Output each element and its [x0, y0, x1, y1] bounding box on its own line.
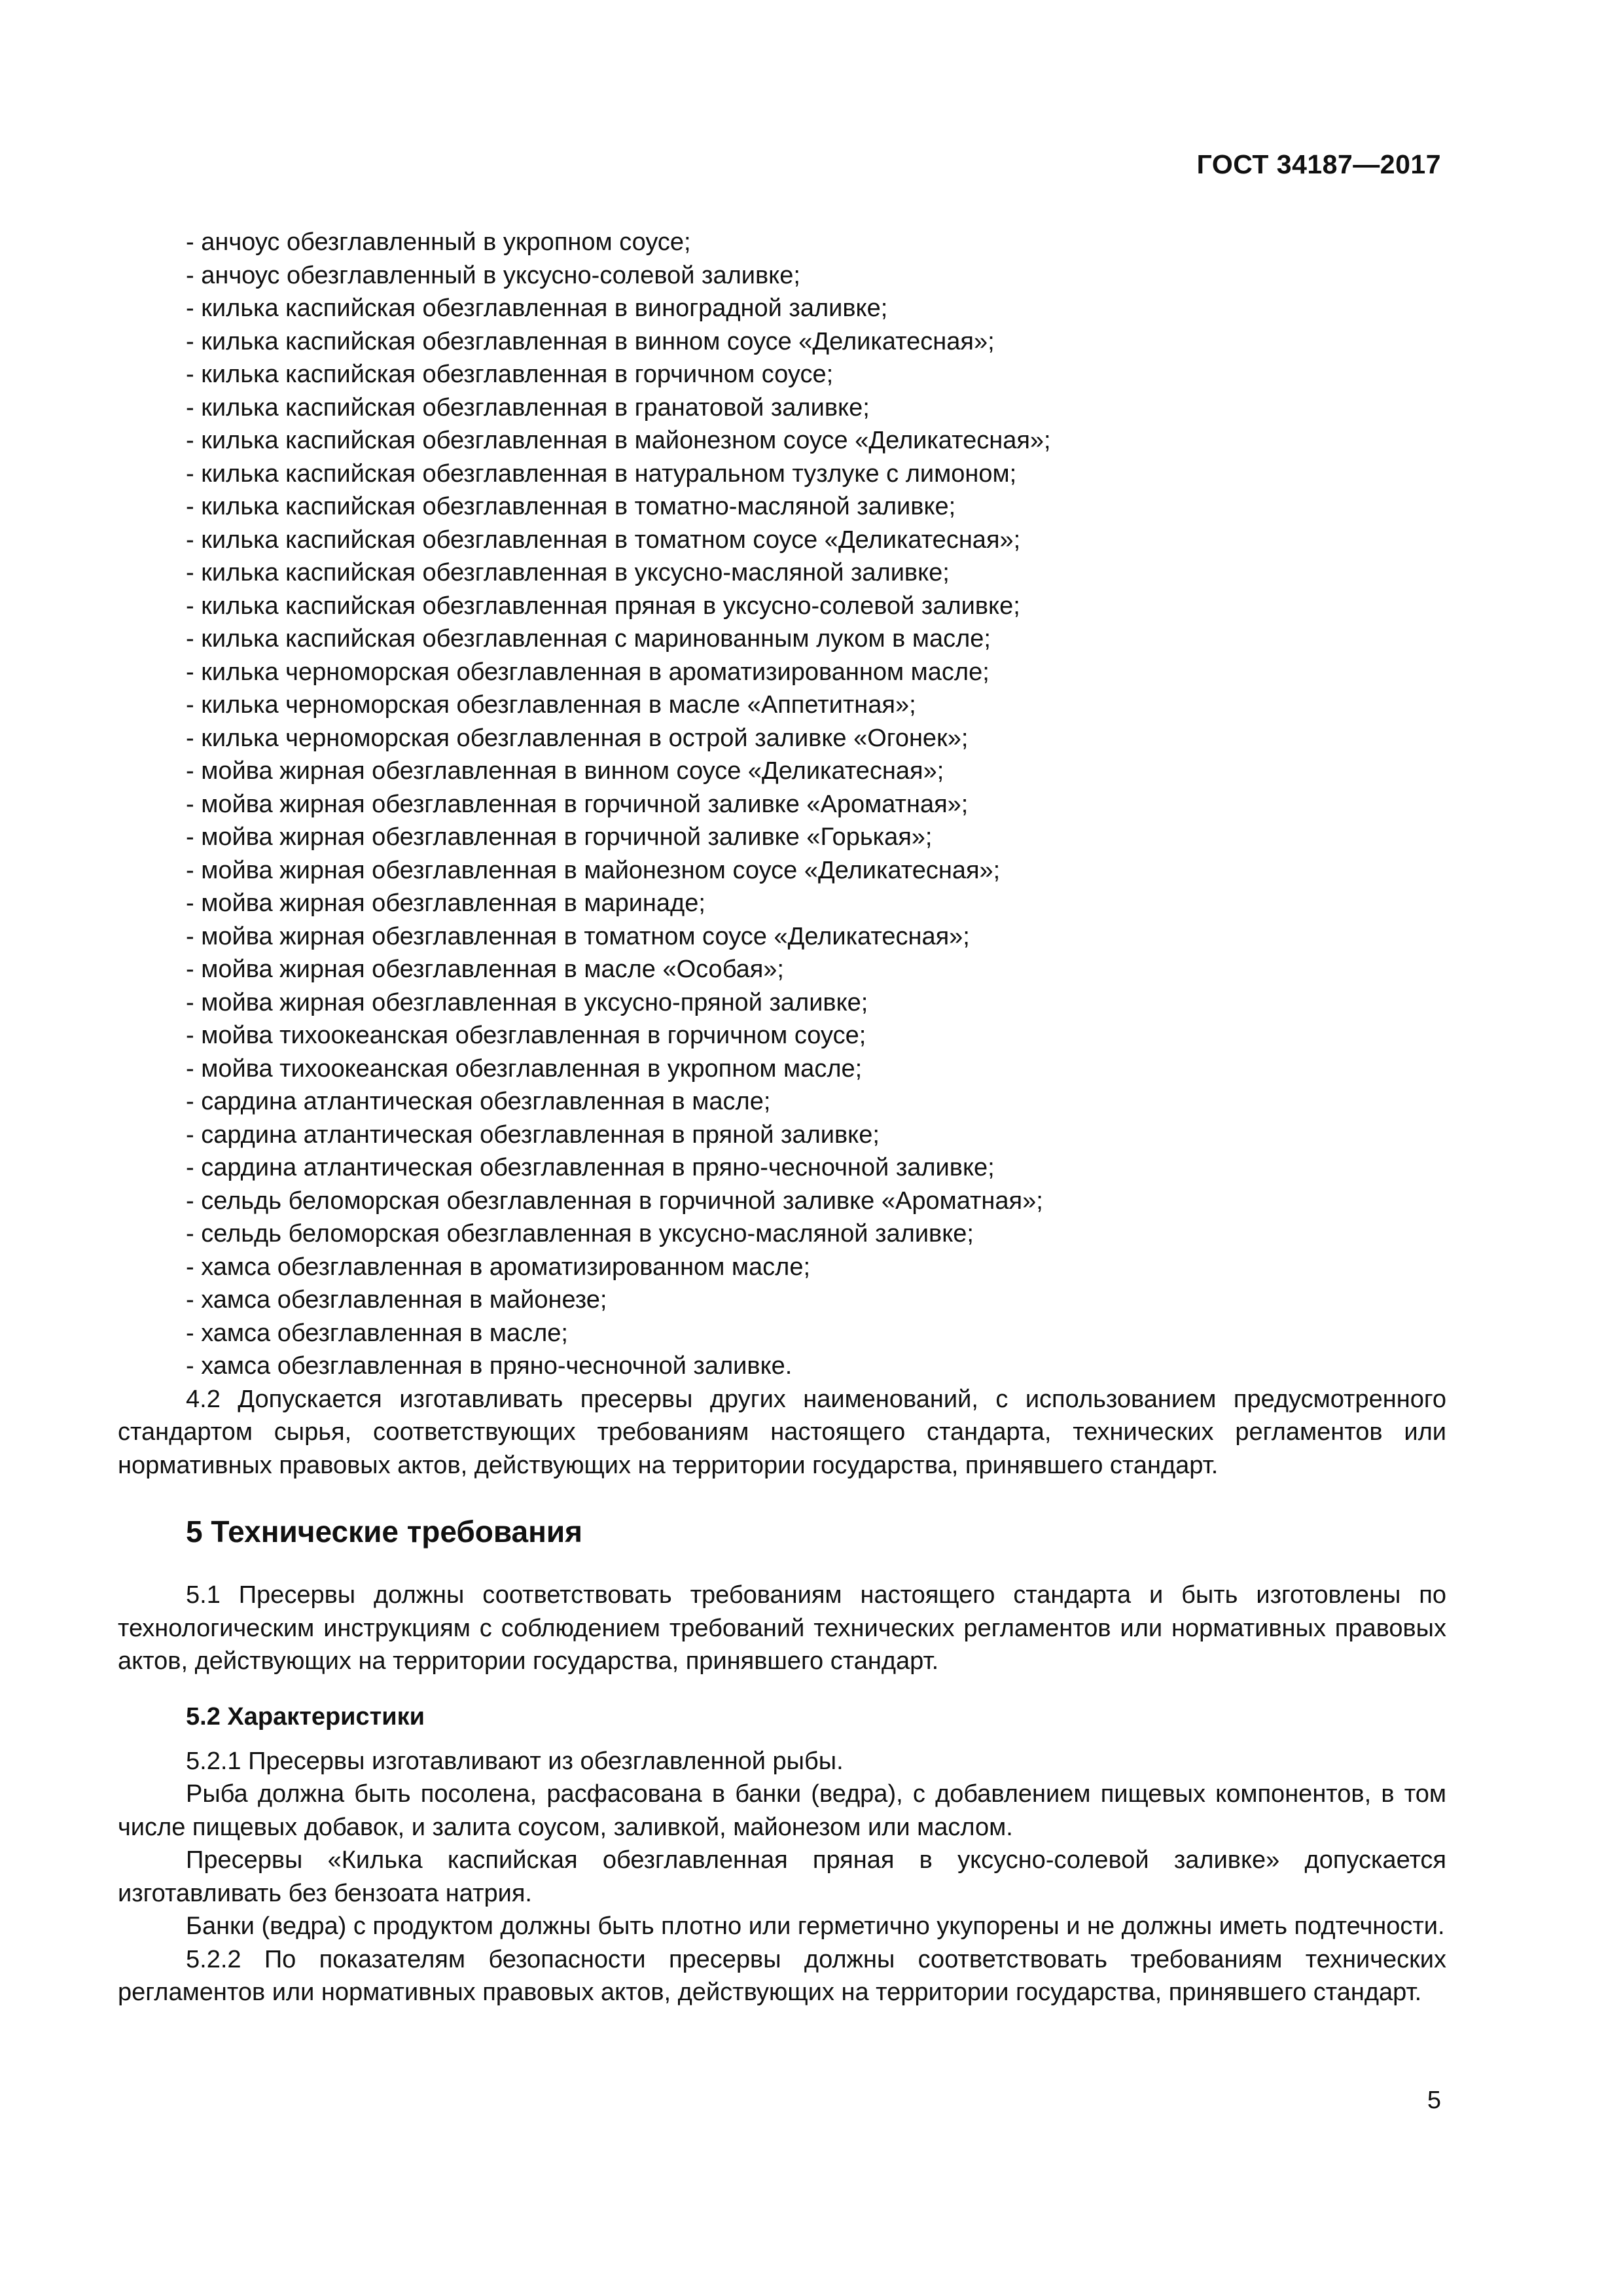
list-item: - мойва тихоокеанская обезглавленная в укропном масле; — [186, 1054, 863, 1083]
list-item: - мойва тихоокеанская обезглавленная в горчичном соусе; — [186, 1022, 866, 1049]
product-list — [118, 226, 1446, 1383]
list-item: - килька каспийская обезглавленная в горчичном соусе; — [186, 361, 834, 388]
list-item: - хамса обезглавленная в майонезе; — [186, 1286, 607, 1314]
list-item: - сельдь беломорская обезглавленная в уксусно-масляной заливке; — [186, 1220, 974, 1247]
list-item: - килька каспийская обезглавленная в майонезном соусе «Деликатесная»; — [186, 427, 1051, 454]
paragraph-fish-processing: Рыба должна быть посолена, расфасована в банки (ведра), с добавлением пищевых компонентов, в том числе пищевых добавок, и залита соусом, заливкой, майонезом или маслом. — [118, 1780, 1446, 1841]
list-item: - мойва жирная обезглавленная в горчичной заливке «Ароматная»; — [186, 790, 969, 818]
paragraph-4-2: 4.2 Допускается изготавливать пресервы других наименований, с использованием предусмотренного стандартом сырья, соответствующих требованиям настоящего стандарта, технических регламентов или нормативных правовых актов, действующих на территории государства, принявшего стандарт. — [118, 1385, 1446, 1479]
list-item: - мойва жирная обезглавленная в томатном соусе «Деликатесная»; — [186, 922, 970, 950]
list-item: - килька каспийская обезглавленная в уксусно-масляной заливке; — [186, 559, 950, 586]
list-item: - хамса обезглавленная в масле; — [186, 1319, 568, 1347]
paragraph-5-2-2: 5.2.2 По показателям безопасности пресервы должны соответствовать требованиям технических регламентов или нормативных правовых актов, действующих на территории государства, принявшего стандарт. — [118, 1945, 1446, 2006]
list-item: - килька каспийская обезглавленная пряная в уксусно-солевой заливке; — [186, 592, 1020, 620]
paragraph-5-2-1: 5.2.1 Пресервы изготавливают из обезглавленной рыбы. — [186, 1747, 844, 1775]
list-item: - килька каспийская обезглавленная в томатно-масляной заливке; — [186, 493, 956, 520]
list-item: - килька каспийская обезглавленная с маринованным луком в масле; — [186, 625, 991, 653]
list-item: - хамса обезглавленная в пряно-чесночной заливке. — [186, 1352, 793, 1380]
list-item: - мойва жирная обезглавленная в масле «Особая»; — [186, 956, 784, 983]
list-item: - сардина атлантическая обезглавленная в пряно-чесночной заливке; — [186, 1154, 995, 1181]
paragraph-cans-sealing: Банки (ведра) с продуктом должны быть плотно или герметично укупорены и не должны иметь подтечности. — [186, 1912, 1445, 1940]
list-item: - мойва жирная обезглавленная в винном соусе «Деликатесная»; — [186, 757, 944, 785]
list-item: - сардина атлантическая обезглавленная в пряной заливке; — [186, 1121, 880, 1149]
list-item: - килька каспийская обезглавленная в винном соусе «Деликатесная»; — [186, 327, 995, 355]
paragraph-5-1: 5.1 Пресервы должны соответствовать требованиям настоящего стандарта и быть изготовлены по технологическим инструкциям с соблюдением требований технических регламентов или нормативных правовых актов, действующих на территории государства, принявшего стандарт. — [118, 1581, 1446, 1675]
list-item: - хамса обезглавленная в ароматизированном масле; — [186, 1253, 811, 1281]
list-item: - сардина атлантическая обезглавленная в масле; — [186, 1088, 771, 1115]
list-item: - мойва жирная обезглавленная в уксусно-пряной заливке; — [186, 988, 868, 1016]
document-code-header: ГОСТ 34187—2017 — [1196, 149, 1441, 179]
list-item: - мойва жирная обезглавленная в горчичной заливке «Горькая»; — [186, 823, 933, 851]
paragraph-preserves-exception: Пресервы «Килька каспийская обезглавленная пряная в уксусно-солевой заливке» допускается изготавливать без бензоата натрия. — [118, 1846, 1446, 1907]
list-item: - анчоус обезглавленный в уксусно-солевой заливке; — [186, 261, 800, 289]
list-item: - мойва жирная обезглавленная в майонезном соусе «Деликатесная»; — [186, 856, 1001, 884]
page-number: 5 — [1427, 2087, 1441, 2114]
list-item: - килька каспийская обезглавленная в томатном соусе «Деликатесная»; — [186, 526, 1021, 554]
list-item: - килька черноморская обезглавленная в острой заливке «Огонек»; — [186, 724, 969, 752]
page-content — [118, 226, 1446, 2009]
section-title: 5 Технические требования — [186, 1515, 582, 1549]
list-item: - сельдь беломорская обезглавленная в горчичной заливке «Ароматная»; — [186, 1187, 1043, 1215]
list-item: - килька каспийская обезглавленная в виноградной заливке; — [186, 295, 888, 322]
list-item: - килька каспийская обезглавленная в гранатовой заливке; — [186, 393, 870, 422]
list-item: - килька каспийская обезглавленная в натуральном тузлуке с лимоном; — [186, 459, 1017, 488]
list-item: - анчоус обезглавленный в укропном соусе; — [186, 228, 691, 256]
list-item: - мойва жирная обезглавленная в маринаде; — [186, 889, 705, 917]
list-item: - килька черноморская обезглавленная в ароматизированном масле; — [186, 658, 990, 686]
subsection-title: 5.2 Характеристики — [186, 1702, 425, 1731]
list-item: - килька черноморская обезглавленная в масле «Аппетитная»; — [186, 691, 916, 719]
